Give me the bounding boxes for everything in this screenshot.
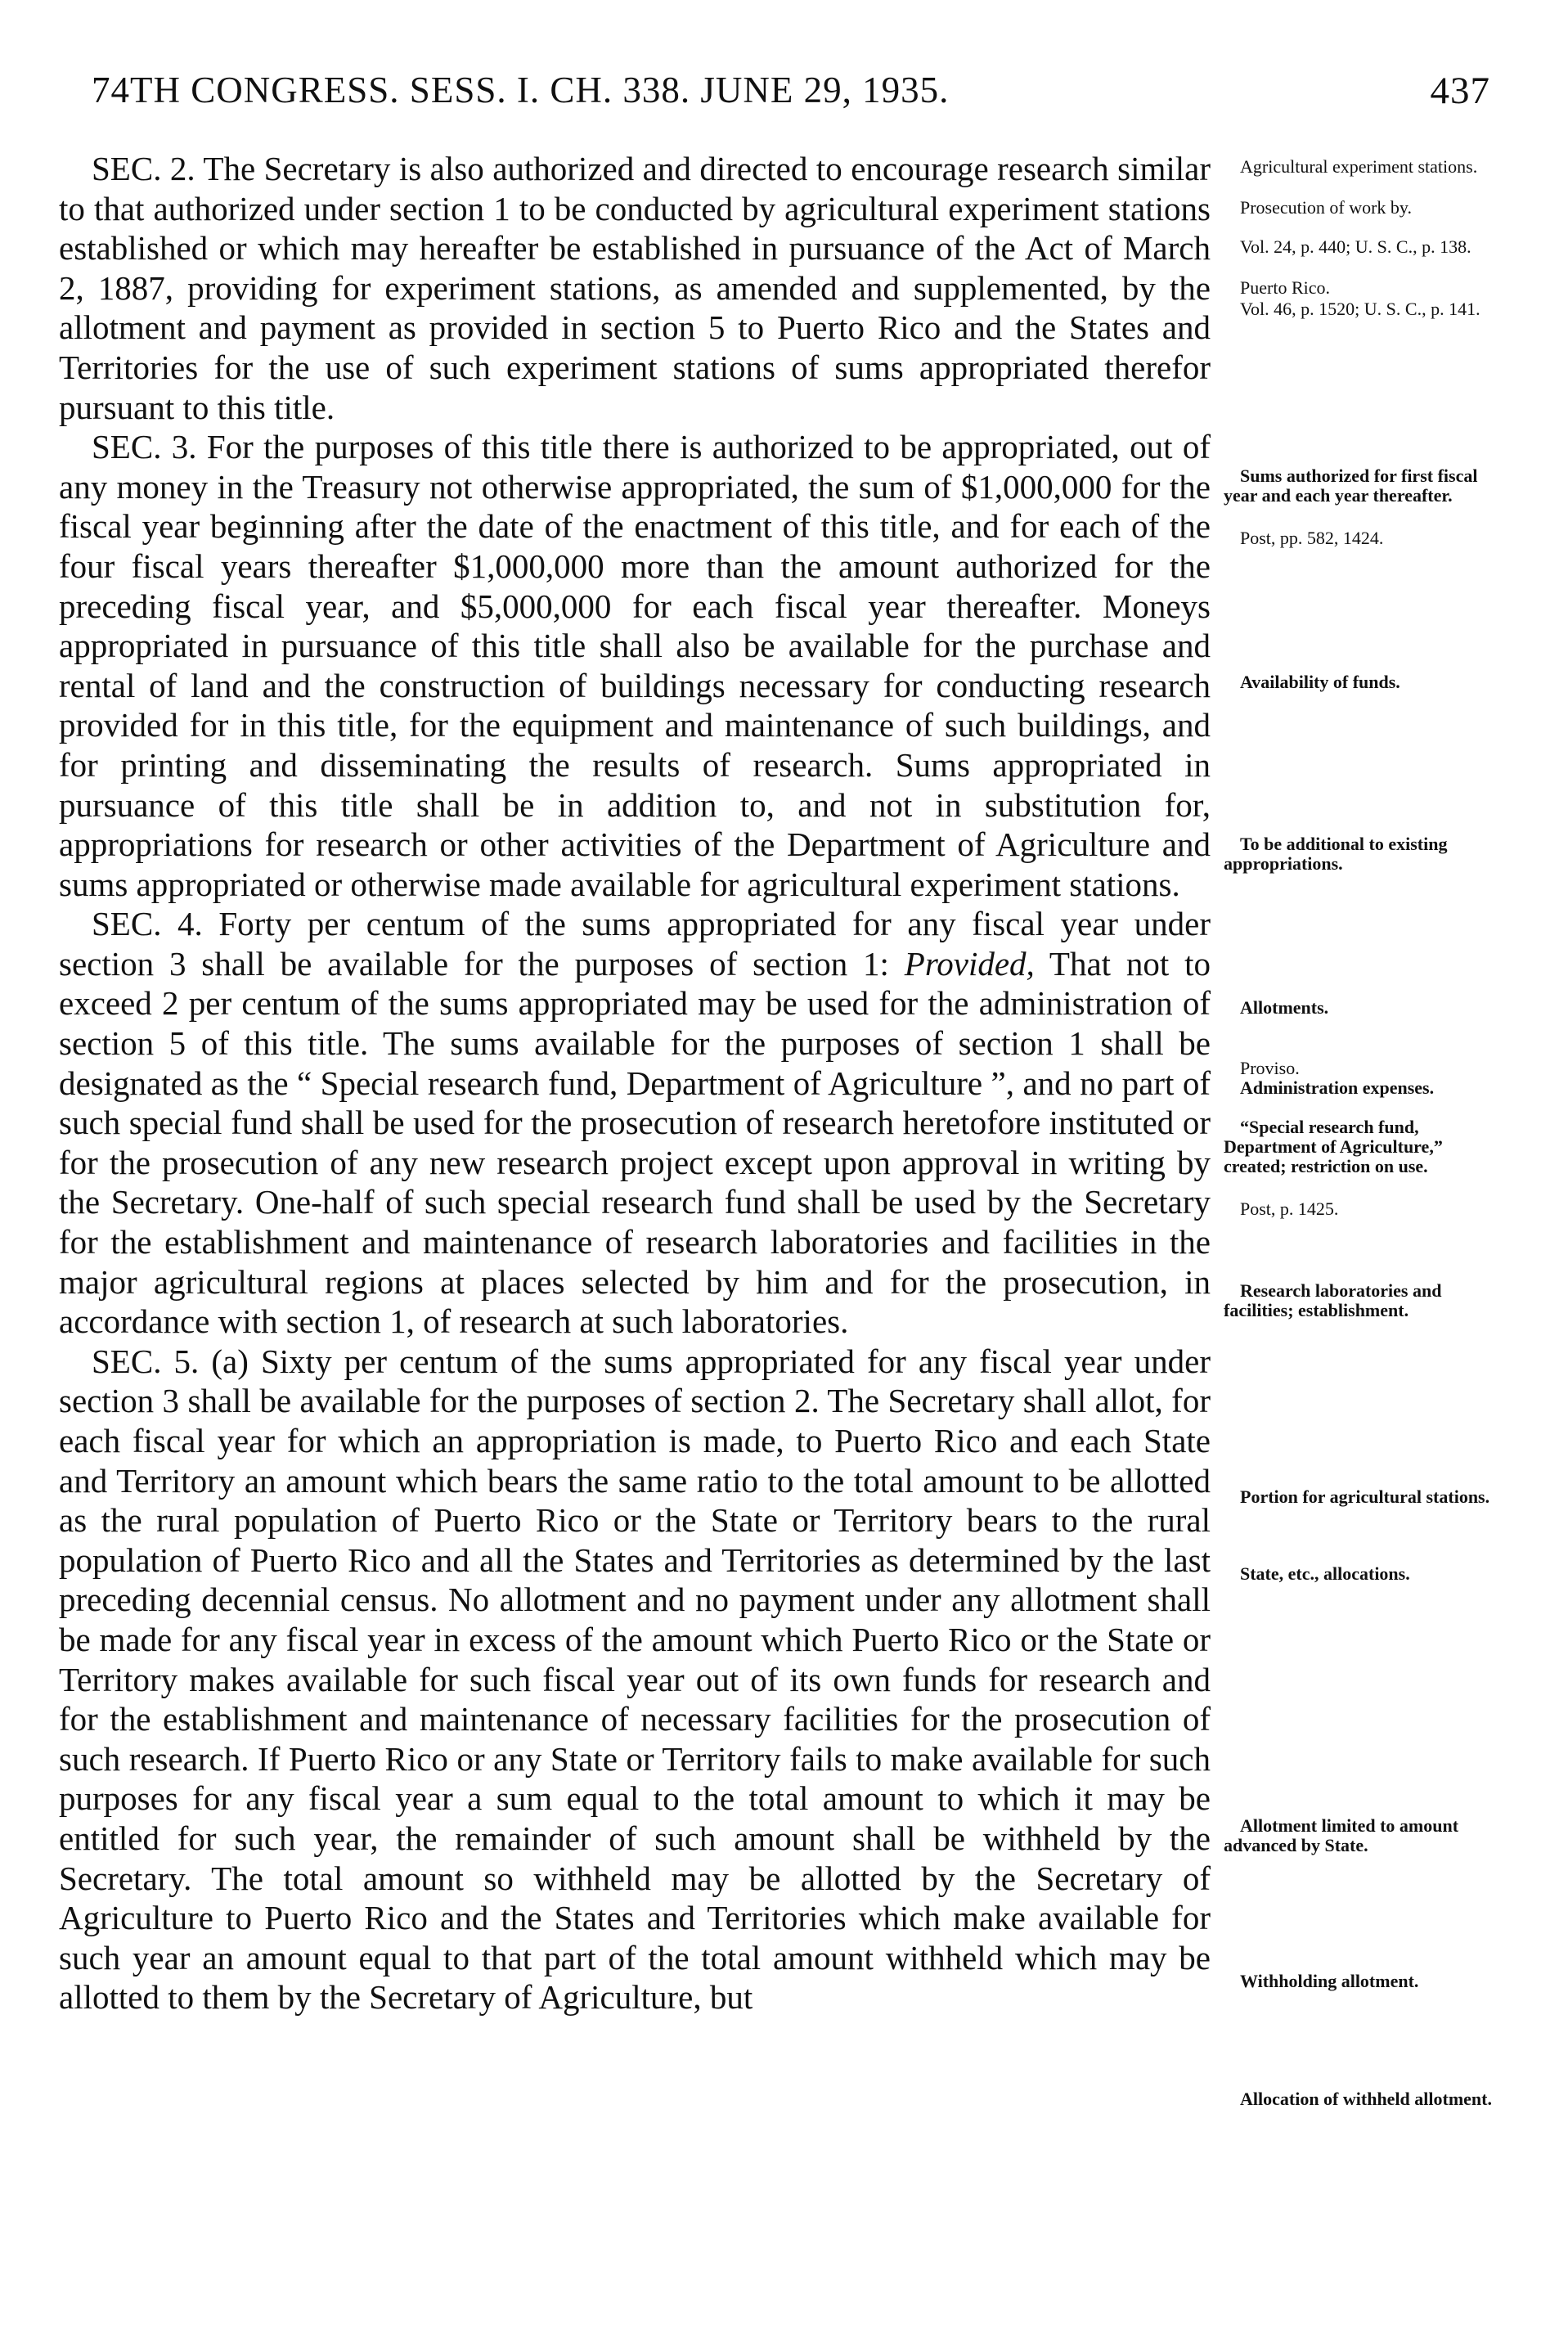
section-text: (a) Sixty per centum of the sums appropriated for any fiscal year under section 3 shall be available for the purposes of section 2. The Secretary shall allot, for each fiscal year for which an appropriation is made, to Puerto Rico and each State and Territory an amount which bears the same ratio to the total amount to be allotted as the rural population of Puerto Rico or the State or Territory bears to the rural population of Puerto Rico and all the States and Territories as determined by the last preceding decennial census. No allotment and no payment under any allotment shall be made for any fiscal year in excess of the amount which Puerto Rico or the State or Territory makes available for such fiscal year out of its own funds for research and for the establishment and maintenance of necessary facilities for the prosecution of such research. If Puerto Rico or any State or Territory fails to make available for such purposes for any fiscal year a sum equal to the total amount to which it may be entitled for such year, the remainder of such amount shall be withheld by the Secretary. The total amount so withheld may be allotted by the Secretary of Agriculture to Puerto Rico and the States and Territories which make available for such year an amount equal to that part of the total amount withheld which may be allotted to them by the Secretary of Agriculture, but [59, 1342, 1211, 2017]
header-title: 74TH CONGRESS. SESS. I. CH. 338. JUNE 29, 1935. [92, 70, 950, 110]
margin-note-proviso: Proviso. [1240, 1058, 1300, 1078]
margin-note-vol46: Vol. 46, p. 1520; U. S. C., p. 141. [1240, 299, 1480, 319]
margin-note-prosecution: Prosecution of work by. [1240, 197, 1412, 218]
proviso-word: Provided, [904, 944, 1035, 983]
margin-note-allocation-withheld: Allocation of withheld allotment. [1240, 2089, 1492, 2109]
margin-note-allotments: Allotments. [1240, 997, 1329, 1018]
margin-note-puerto-rico: Puerto Rico. [1240, 277, 1330, 298]
section-label: SEC. 3. [92, 428, 197, 466]
section-3 [59, 427, 1211, 904]
section-5 [59, 1342, 1211, 2017]
margin-note-admin-expenses: Administration expenses. [1240, 1077, 1435, 1098]
margin-note-withholding: Withholding allotment. [1240, 1971, 1419, 1991]
margin-note-research-labs: Research laboratories and facilities; establishment. [1224, 1280, 1442, 1320]
section-text-after-proviso: That not to exceed 2 per centum of the sums appropriated may be used for the administration of section 5 of this title. The sums available for the purposes of section 1 shall be designated as the “ Special research fund, Department of Agriculture ”, and no part of such special fund shall be used for the prosecution of research heretofore instituted or for the prosecution of any new research project except upon approval in writing by the Secretary. One-half of such special research fund shall be used by the Secretary for the establishment and maintenance of research laboratories and facilities in the major agricultural regions at places selected by him and for the prosecution, in accordance with section 1, of research at such laboratories. [59, 944, 1211, 1341]
margin-note-post-1425: Post, p. 1425. [1240, 1198, 1339, 1219]
margin-note-sums-authorized: Sums authorized for first fiscal year and each year thereafter. [1224, 465, 1478, 506]
section-text-before-proviso: Forty per centum of the sums appropriated for any fiscal year under section 3 shall be available for the purposes of section 1: [59, 905, 1211, 983]
margin-note-post-582: Post, pp. 582, 1424. [1240, 528, 1384, 548]
margin-note-special-fund: “Special research fund, Department of Agriculture,” created; restriction on use. [1224, 1117, 1443, 1176]
section-label: SEC. 2. [92, 150, 195, 187]
section-4 [59, 904, 1211, 1342]
margin-note-vol24: Vol. 24, p. 440; U. S. C., p. 138. [1240, 236, 1471, 257]
margin-note-allotment-limited: Allotment limited to amount advanced by State. [1224, 1815, 1459, 1855]
section-text: For the purposes of this title there is authorized to be appropriated, out of any money in the Treasury not otherwise appropriated, the sum of $1,000,000 for the fiscal year beginning after the date of the enactment of this title, and for each of the four fiscal years thereafter $1,000,000 more than the amount authorized for the preceding fiscal year, and $5,000,000 for each fiscal year thereafter. Moneys appropriated in pursuance of this title shall also be available for the purchase and rental of land and the construction of buildings necessary for conducting research provided for in this title, for the equipment and maintenance of such buildings, and for printing and disseminating the results of research. Sums appropriated in pursuance of this title shall be in addition to, and not in substitution for, appropriations for research or other activities of the Department of Agriculture and sums appropriated or otherwise made available for agricultural experiment stations. [59, 428, 1211, 903]
main-text [59, 149, 1211, 2017]
section-2 [59, 149, 1211, 427]
running-header [92, 69, 1490, 126]
margin-note-additional: To be additional to existing appropriations. [1224, 834, 1448, 874]
margin-note-state-alloc: State, etc., allocations. [1240, 1563, 1410, 1584]
margin-note-portion-agri: Portion for agricultural stations. [1240, 1486, 1490, 1507]
margin-note-agricultural-stations: Agricultural experiment stations. [1240, 156, 1478, 177]
page-number: 437 [1430, 70, 1490, 112]
section-text: The Secretary is also authorized and directed to encourage research similar to that authorized under section 1 to be conducted by agricultural experiment stations established or which may hereafter be established in pursuance of the Act of March 2, 1887, providing for experiment stations, as amended and supplemented, by the allotment and payment as provided in section 5 to Puerto Rico and the States and Territories for the use of such experiment stations of sums appropriated therefor pursuant to this title. [59, 150, 1211, 426]
section-label: SEC. 4. [92, 905, 203, 943]
section-label: SEC. 5. [92, 1342, 200, 1380]
margin-note-availability: Availability of funds. [1240, 672, 1400, 692]
